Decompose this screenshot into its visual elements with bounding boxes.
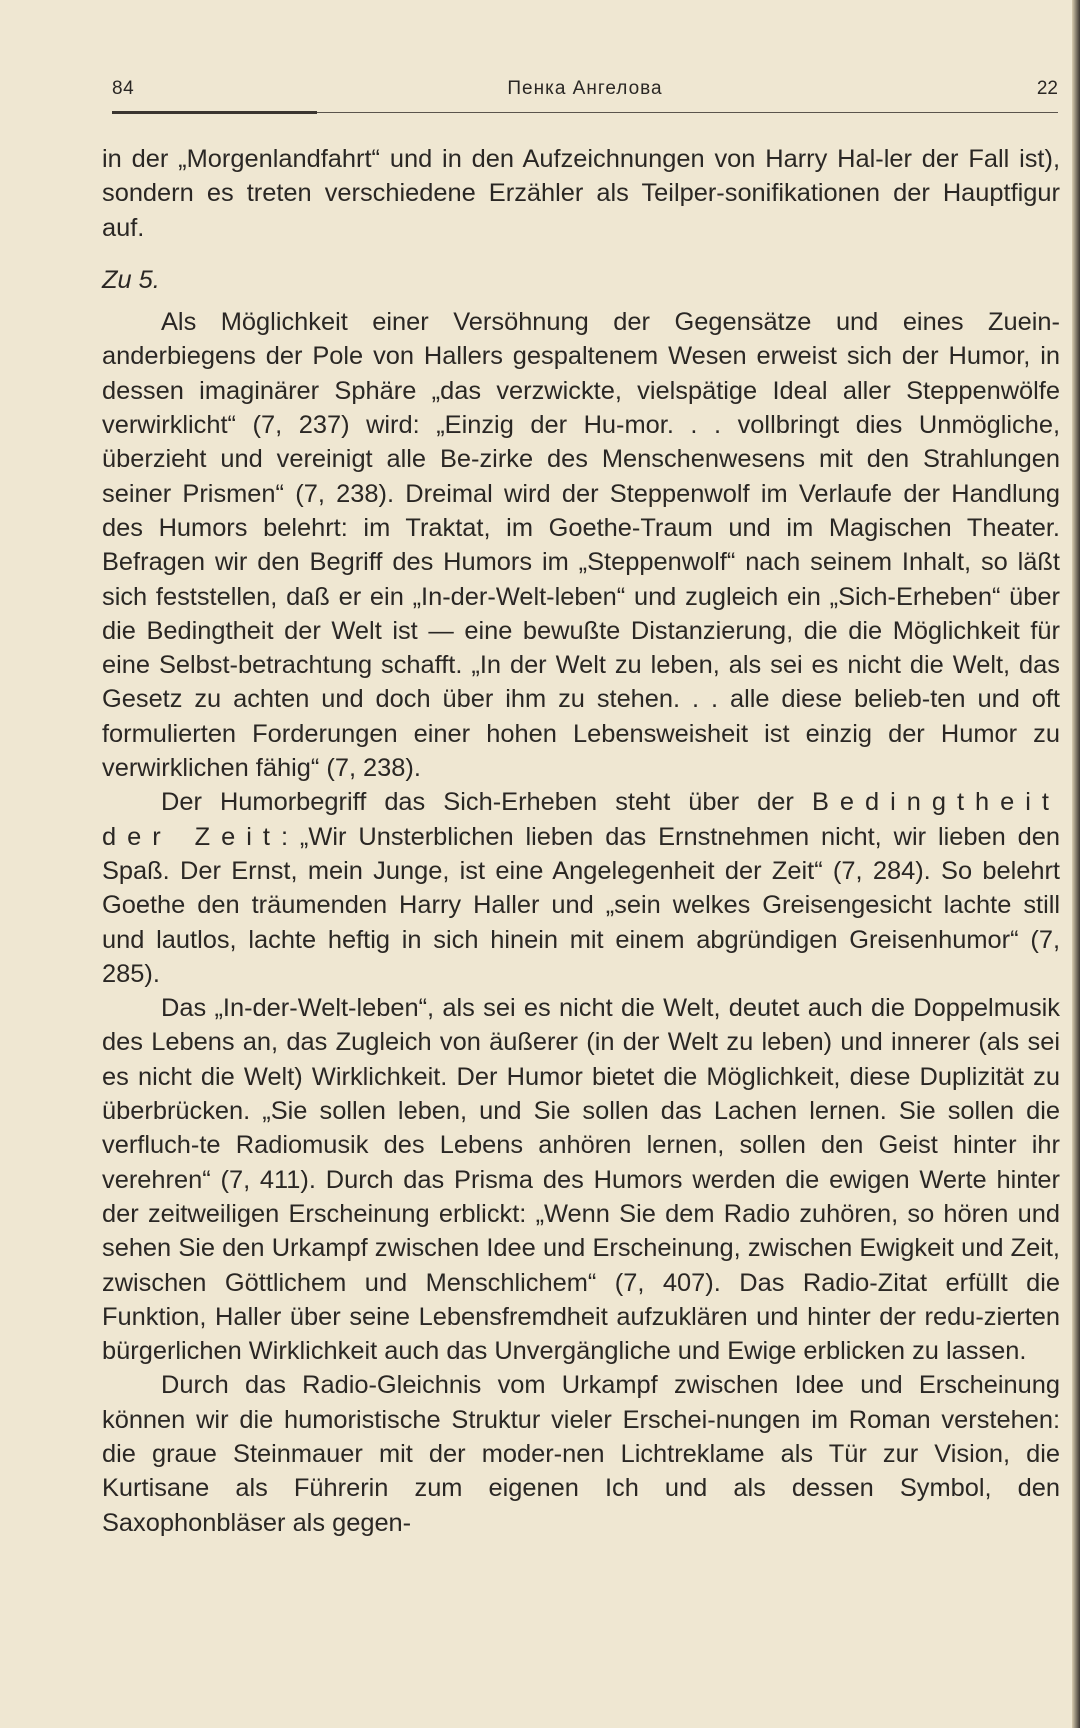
paragraph-radio-parable: Durch das Radio-Gleichnis vom Urkampf zwischen Idee und Erscheinung können wir die humoristische Struktur vieler Erschei-nungen im Roman verstehen: die graue Steinmauer mit der moder-nen Lichtreklame als Tür zur Vision, die Kurtisane als Führerin zum eigenen Ich und als dessen Symbol, den Saxophonbläser als gegen-: [102, 1371, 1060, 1537]
page-number: 84: [112, 78, 135, 99]
running-head: Пенка Ангелова: [507, 78, 663, 99]
paragraph-text-after: : „Wir Unsterblichen lieben das Ernstnehmen nicht, wir lieben den Spaß. Der Ernst, mein Junge, ist eine Angelegenheit der Zeit“ (7, 284). So belehrt Goethe den träumenden Harry Haller und „sein welkes Greisengesicht lachte still und lautlos, lachte heftig in sich hinein mit einem abgründigen Greisenhumor“ (7, 285).: [102, 822, 1061, 988]
spaced-emphasis: Bedingtheit der Zeit: [102, 788, 1060, 851]
section-heading: Zu 5.: [102, 265, 160, 294]
page-edge-shadow: [1072, 0, 1080, 1728]
right-folio-number: 22: [1036, 78, 1058, 99]
body-text: [102, 142, 1060, 1540]
header-rule-accent: [112, 111, 317, 114]
paragraph-text-before: Der Humorbegriff das Sich-Erheben steht über der: [161, 788, 812, 817]
paragraph-humor-concept: [102, 785, 1060, 991]
paragraph-continuation: in der „Morgenlandfahrt“ und in den Aufzeichnungen von Harry Hal-ler der Fall ist), sondern es treten verschiedene Erzähler als Teilper-sonifikationen der Hauptfigur auf.: [102, 145, 1060, 242]
paragraph-humor-reconciliation: Als Möglichkeit einer Versöhnung der Gegensätze und eines Zuein-anderbiegens der Pole von Hallers gespaltenem Wesen erweist sich der Humor, in dessen imaginärer Sphäre „das verzwickte, vielspätige Ideal aller Steppenwölfe verwirklicht“ (7, 237) wird: „Einzig der Hu-mor. . . vollbringt dies Unmögliche, überzieht und vereinigt alle Be-zirke des Menschenwesens mit den Strahlungen seiner Prismen“ (7, 238). Dreimal wird der Steppenwolf im Verlaufe der Handlung des Humors belehrt: im Traktat, im Goethe-Traum und im Magischen Theater. Befragen wir den Begriff des Humors im „Steppenwolf“ nach seinem Inhalt, so läßt sich feststellen, daß er ein „In-der-Welt-leben“ und zugleich ein „Sich-Erheben“ über die Bedingtheit der Welt ist — eine bewußte Distanzierung, die die Möglichkeit für eine Selbst-betrachtung schafft. „In der Welt zu leben, als sei es nicht die Welt, das Gesetz zu achten und doch über ihm zu stehen. . . alle diese belieb-ten und oft formulierten Forderungen einer hohen Lebensweisheit ist einzig der Humor zu verwirklichen fähig“ (7, 238).: [102, 308, 1060, 783]
paragraph-double-music: Das „In-der-Welt-leben“, als sei es nicht die Welt, deutet auch die Doppelmusik des Lebens an, das Zugleich von äußerer (in der Welt zu leben) und innerer (als sei es nicht die Welt) Wirklichkeit. Der Humor bietet die Möglichkeit, diese Duplizität zu überbrücken. „Sie sollen leben, und Sie sollen das Lachen lernen. Sie sollen die verfluch-te Radiomusik des Lebens anhören lernen, sollen den Geist hinter ihr verehren“ (7, 411). Durch das Prisma des Humors werden die ewigen Werte hinter der zeitweiligen Erscheinung erblickt: „Wenn Sie dem Radio zuhören, so hören und sehen Sie den Urkampf zwischen Idee und Erscheinung, zwischen Ewigkeit und Zeit, zwischen Göttlichem und Menschlichem“ (7, 407). Das Radio-Zitat erfüllt die Funktion, Haller über seine Lebensfremdheit aufzuklären und hinter der redu-zierten bürgerlichen Wirklichkeit auch das Unvergängliche und Ewige erblicken zu lassen.: [102, 994, 1060, 1366]
